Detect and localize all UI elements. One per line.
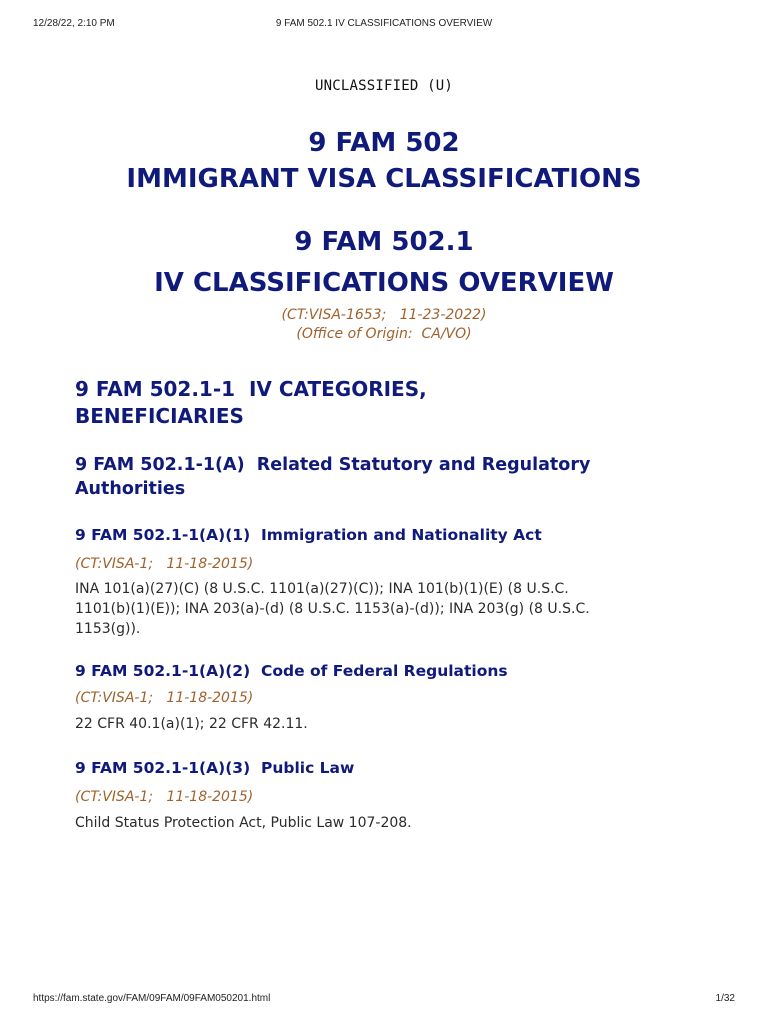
item-heading-cfr: 9 FAM 502.1-1(A)(2) Code of Federal Regulations [75,662,508,680]
item-body-ina-line2: 1101(b)(1)(E)); INA 203(a)-(d) (8 U.S.C. 1153(a)-(d)); INA 203(g) (8 U.S.C. [75,601,590,617]
office-of-origin: (Office of Origin: CA/VO) [296,326,472,342]
classification-marking: UNCLASSIFIED (U) [314,78,454,94]
section-ct-note: (CT:VISA-1653; 11-23-2022) [281,307,487,323]
chapter-title: IMMIGRANT VISA CLASSIFICATIONS [126,164,642,194]
item-body-public-law: Child Status Protection Act, Public Law 107-208. [75,815,412,831]
chapter-number: 9 FAM 502 [308,128,460,158]
item-heading-public-law: 9 FAM 502.1-1(A)(3) Public Law [75,759,355,777]
item-body-cfr: 22 CFR 40.1(a)(1); 22 CFR 42.11. [75,716,308,732]
section-title: IV CLASSIFICATIONS OVERVIEW [154,268,614,298]
print-page-title: 9 FAM 502.1 IV CLASSIFICATIONS OVERVIEW [275,18,493,29]
subsubsection-heading-line2: Authorities [75,479,186,499]
item-body-ina-line3: 1153(g)). [75,621,141,637]
subsubsection-heading-line1: 9 FAM 502.1-1(A) Related Statutory and Regulatory [75,455,591,475]
item-body-ina-line1: INA 101(a)(27)(C) (8 U.S.C. 1101(a)(27)(C)); INA 101(b)(1)(E) (8 U.S.C. [75,581,569,597]
subsection-heading-line1: 9 FAM 502.1-1 IV CATEGORIES, [75,377,427,401]
item-heading-ina: 9 FAM 502.1-1(A)(1) Immigration and Nationality Act [75,526,542,544]
item-ct-note-ina: (CT:VISA-1; 11-18-2015) [75,556,254,572]
print-url: https://fam.state.gov/FAM/09FAM/09FAM050201.html [33,993,271,1004]
item-ct-note-cfr: (CT:VISA-1; 11-18-2015) [75,690,254,706]
print-page-number: 1/32 [715,993,735,1004]
subsection-heading-line2: BENEFICIARIES [75,404,244,428]
section-number: 9 FAM 502.1 [294,227,474,257]
print-header [33,18,735,32]
print-footer [33,993,735,1007]
item-ct-note-public-law: (CT:VISA-1; 11-18-2015) [75,789,254,805]
print-datetime: 12/28/22, 2:10 PM [33,18,115,29]
